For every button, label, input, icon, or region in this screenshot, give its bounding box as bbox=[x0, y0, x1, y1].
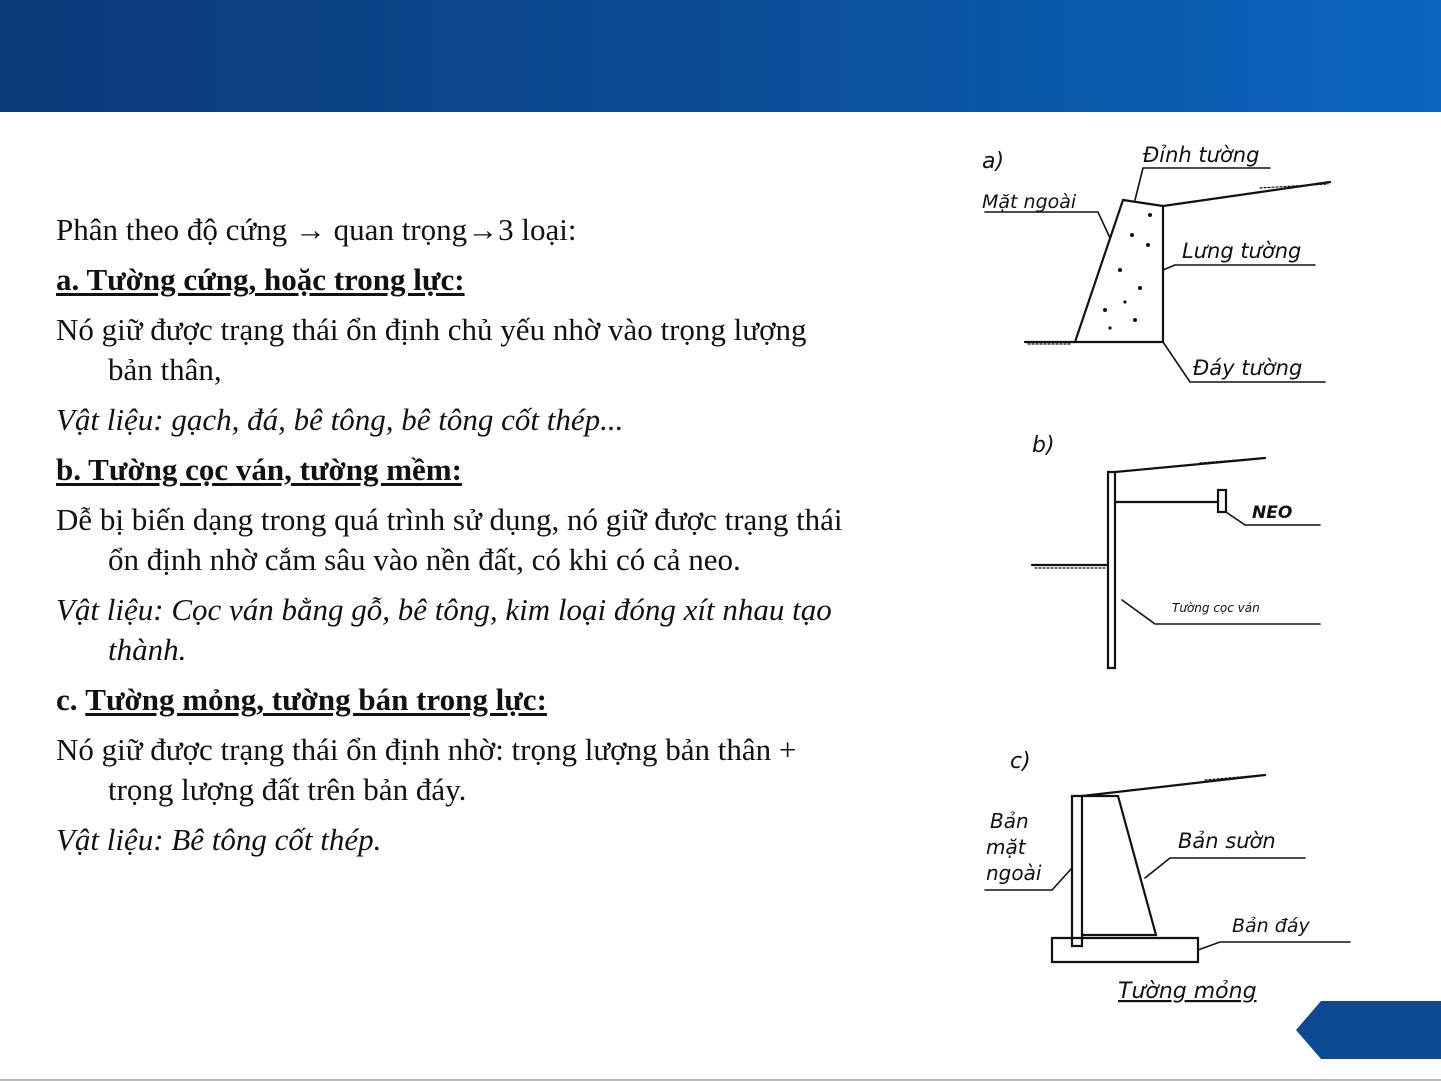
leader-back-a bbox=[1163, 265, 1315, 270]
material-a: Vật liệu: gạch, đá, bê tông, bê tông cốt thép... bbox=[56, 402, 624, 437]
label-face-a: Mặt ngoài bbox=[982, 191, 1077, 213]
slide-content bbox=[56, 210, 956, 870]
diagram-svg bbox=[960, 120, 1380, 1020]
label-face-c-3: ngoài bbox=[986, 861, 1042, 885]
label-bottom-a: Đáy tường bbox=[1193, 356, 1303, 380]
heading-b: b. Tường cọc ván, tường mềm: bbox=[56, 452, 462, 487]
base-slab bbox=[1052, 938, 1198, 962]
intro-line: Phân theo độ cứng → quan trọng→3 loại: bbox=[56, 212, 577, 247]
label-face-c-2: mặt bbox=[986, 835, 1026, 859]
retaining-wall-diagrams bbox=[960, 120, 1380, 1020]
heading-a: a. Tường cứng, hoặc trong lực: bbox=[56, 262, 465, 297]
face-slab bbox=[1072, 796, 1082, 946]
leader-face-a bbox=[985, 212, 1110, 238]
heading-c: c. Tường mỏng, tường bán trong lực: bbox=[56, 682, 547, 717]
desc-b: Dễ bị biến dạng trong quá trình sử dụng, nó giữ được trạng thái ổn định nhờ cắm sâu vào nền đất, có khi có cả neo. bbox=[56, 502, 843, 577]
header-bar bbox=[0, 0, 1441, 112]
label-rib-c: Bản sườn bbox=[1178, 829, 1276, 853]
label-anchor-b: NEO bbox=[1252, 503, 1293, 523]
tag-a: a) bbox=[982, 149, 1005, 174]
backfill-surface-b bbox=[1115, 458, 1265, 472]
label-top-a: Đỉnh tường bbox=[1143, 143, 1260, 167]
rib-slab bbox=[1082, 796, 1156, 935]
tag-b: b) bbox=[1032, 433, 1055, 458]
label-face-c-1: Bản bbox=[990, 809, 1029, 833]
leader-top-a bbox=[1135, 168, 1270, 200]
desc-c: Nó giữ được trạng thái ổn định nhờ: trọng lượng bản thân + trọng lượng đất trên bản đáy. bbox=[56, 732, 797, 807]
label-back-a: Lưng tường bbox=[1182, 239, 1302, 263]
diagram-b bbox=[1032, 458, 1320, 668]
label-name-c: Tường mỏng bbox=[1118, 979, 1257, 1004]
desc-a: Nó giữ được trạng thái ổn định chủ yếu nhờ vào trọng lượng bản thân, bbox=[56, 312, 807, 387]
material-c: Vật liệu: Bê tông cốt thép. bbox=[56, 822, 382, 857]
backfill-surface-c bbox=[1082, 775, 1265, 796]
leader-rib bbox=[1145, 858, 1305, 878]
label-base-c: Bản đáy bbox=[1232, 915, 1310, 937]
anchor-block bbox=[1218, 490, 1226, 512]
leader-base bbox=[1198, 942, 1350, 950]
material-b: Vật liệu: Cọc ván bằng gỗ, bê tông, kim loại đóng xít nhau tạo thành. bbox=[56, 592, 832, 667]
tag-c: c) bbox=[1010, 749, 1031, 774]
sheet-pile bbox=[1108, 472, 1115, 668]
label-sheet-b: Tường cọc ván bbox=[1172, 601, 1260, 615]
concrete-dots-a bbox=[1103, 213, 1152, 330]
corner-decoration bbox=[1296, 1001, 1441, 1059]
